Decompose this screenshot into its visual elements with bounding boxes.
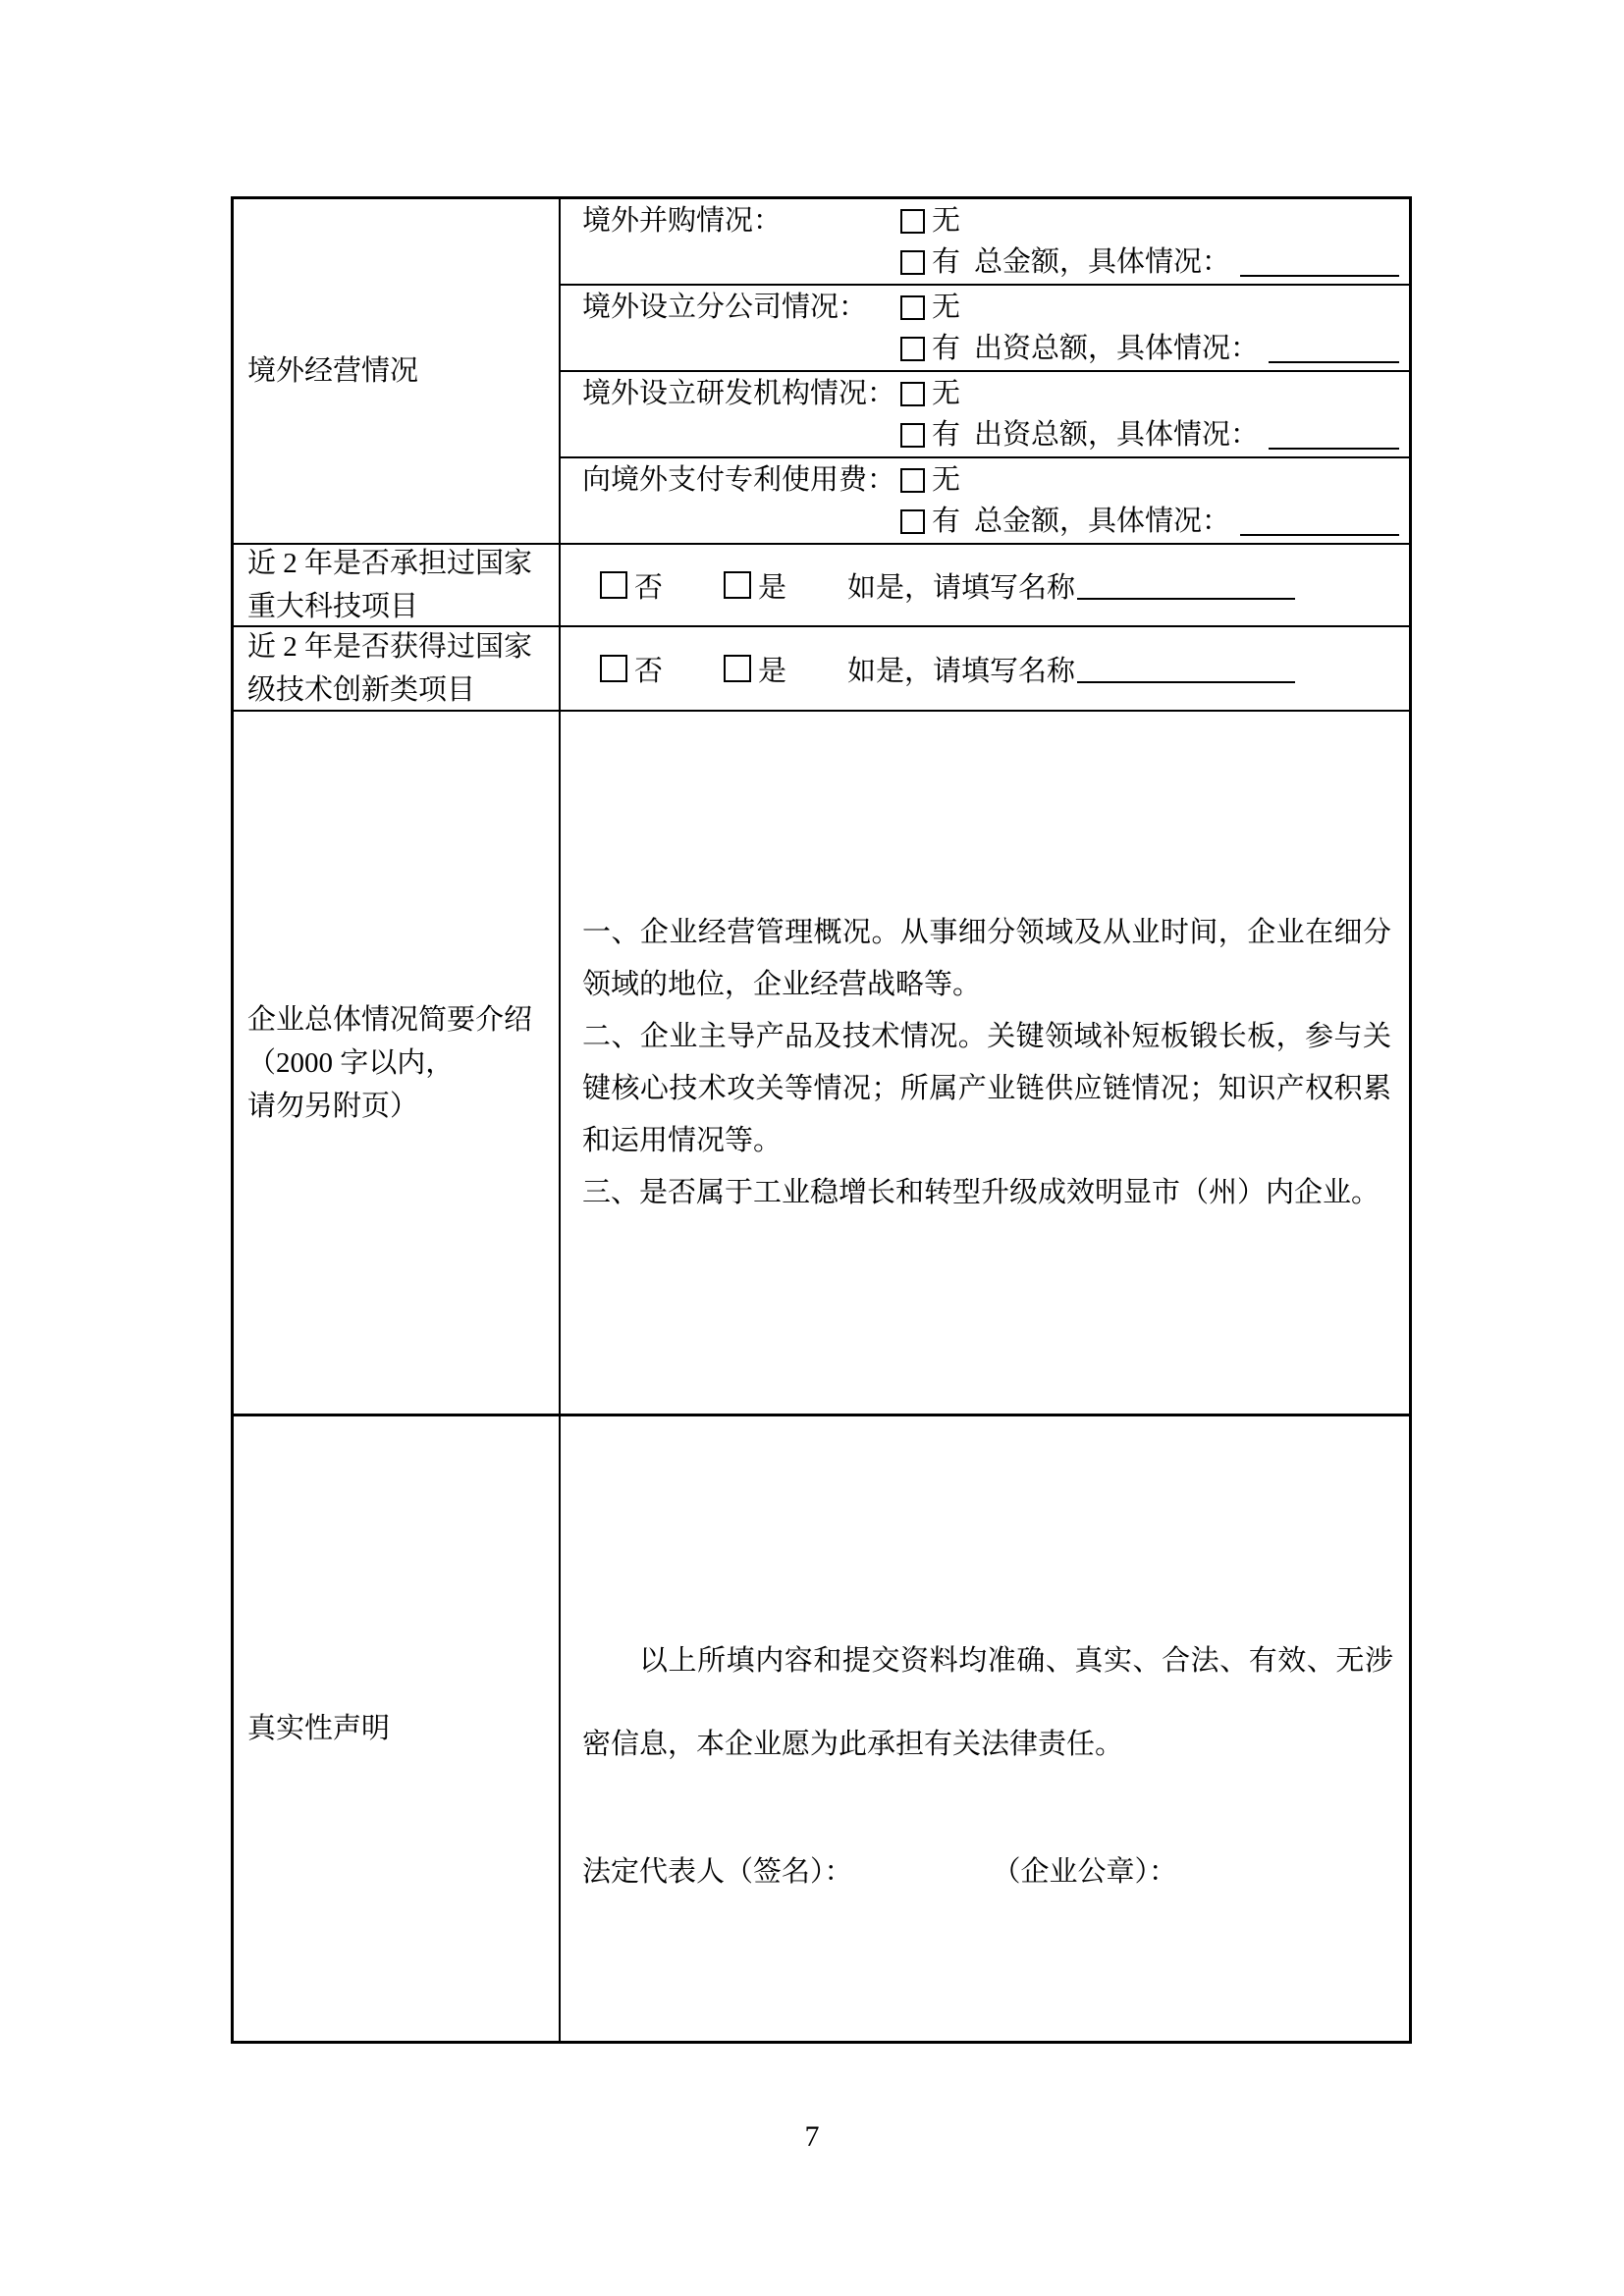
national-innovation-project-label-text: 近 2 年是否获得过国家级技术创新类项目 <box>247 631 533 706</box>
overseas-branch-none-checkbox[interactable] <box>900 295 925 320</box>
overseas-patent-fee-has-line <box>900 501 1409 542</box>
overseas-patent-fee-detail-label: 总金额，具体情况： <box>974 506 1231 537</box>
overseas-section-label <box>234 199 561 543</box>
major-project-followup-label: 如是，请填写名称 <box>847 571 1076 604</box>
overseas-rnd-none-checkbox[interactable] <box>900 382 925 406</box>
company-overview-label-line2: （2000 字以内， <box>247 1046 455 1079</box>
overseas-patent-fee-none-label: 无 <box>932 464 961 496</box>
company-overview-row <box>234 712 1409 1416</box>
major-project-yes-checkbox[interactable] <box>724 571 751 599</box>
overseas-merger-detail-blank[interactable] <box>1240 247 1399 277</box>
overseas-branch-has-checkbox[interactable] <box>900 337 925 361</box>
national-innovation-project-row <box>234 627 1409 712</box>
overseas-merger-has-label: 有 <box>932 246 961 278</box>
company-overview-label-line1: 企业总体情况简要介绍 <box>247 1003 533 1036</box>
page-number: 7 <box>804 2120 820 2153</box>
authenticity-declaration-content <box>561 1416 1409 2041</box>
overseas-branch-detail-label: 出资总额，具体情况： <box>974 333 1260 364</box>
overseas-branch-subrow <box>561 286 1409 372</box>
overseas-section-label-text: 境外经营情况 <box>247 355 419 387</box>
overseas-branch-label: 境外设立分公司情况： <box>582 292 868 323</box>
national-major-project-label-text: 近 2 年是否承担过国家重大科技项目 <box>247 548 533 622</box>
overseas-merger-none-label: 无 <box>932 205 961 237</box>
overseas-rnd-has-label: 有 <box>932 419 961 451</box>
innovation-project-yes-label: 是 <box>758 655 787 687</box>
company-overview-content <box>561 712 1409 1414</box>
national-major-project-options <box>561 545 1409 625</box>
innovation-project-name-blank[interactable] <box>1077 654 1295 683</box>
innovation-project-no-checkbox[interactable] <box>600 655 627 682</box>
overseas-merger-detail-label: 总金额，具体情况： <box>974 246 1231 278</box>
overseas-rnd-label: 境外设立研发机构情况： <box>582 378 896 409</box>
overseas-patent-fee-none-line <box>900 459 1409 501</box>
overseas-branch-none-label: 无 <box>932 292 961 323</box>
overseas-patent-fee-has-checkbox[interactable] <box>900 509 925 534</box>
overseas-branch-has-label: 有 <box>932 333 961 364</box>
overseas-patent-fee-label: 向境外支付专利使用费： <box>582 464 896 496</box>
national-innovation-project-label <box>234 627 561 710</box>
innovation-project-yes-checkbox[interactable] <box>724 655 751 682</box>
overseas-rnd-none-line <box>900 373 1409 414</box>
overview-paragraph-3: 三、是否属于工业稳增长和转型升级成效明显市（州）内企业。 <box>582 1176 1380 1208</box>
overseas-merger-label: 境外并购情况： <box>582 205 783 237</box>
national-major-project-label <box>234 545 561 625</box>
major-project-no-checkbox[interactable] <box>600 571 627 599</box>
declaration-statement: 以上所填内容和提交资料均准确、真实、合法、有效、无涉密信息，本企业愿为此承担有关法律责任。 <box>582 1645 1393 1760</box>
signature-line <box>582 1849 1393 1890</box>
overseas-rnd-subrow <box>561 372 1409 458</box>
overseas-patent-fee-has-label: 有 <box>932 506 961 537</box>
overseas-operations-row <box>234 199 1409 545</box>
overview-paragraph-2: 二、企业主导产品及技术情况。关键领域补短板锻长板，参与关键核心技术攻关等情况；所属产业链供应链情况；知识产权积累和运用情况等。 <box>582 1020 1391 1156</box>
overseas-merger-has-checkbox[interactable] <box>900 250 925 275</box>
overseas-merger-none-checkbox[interactable] <box>900 209 925 234</box>
innovation-project-no-label: 否 <box>634 655 664 687</box>
overseas-patent-fee-subrow <box>561 458 1409 543</box>
authenticity-declaration-label-text: 真实性声明 <box>247 1713 391 1744</box>
company-seal-label: （企业公章）： <box>992 1856 1178 1888</box>
national-major-project-row <box>234 545 1409 627</box>
overseas-merger-subrow <box>561 199 1409 286</box>
major-project-name-blank[interactable] <box>1077 570 1295 600</box>
overseas-rnd-has-checkbox[interactable] <box>900 423 925 448</box>
overseas-rnd-detail-blank[interactable] <box>1269 420 1399 450</box>
overseas-merger-has-line <box>900 241 1409 283</box>
major-project-yes-label: 是 <box>758 571 787 604</box>
national-innovation-project-options <box>561 627 1409 710</box>
overseas-merger-none-line <box>900 200 1409 241</box>
overseas-patent-fee-none-checkbox[interactable] <box>900 468 925 493</box>
overseas-branch-detail-blank[interactable] <box>1269 334 1399 363</box>
overview-paragraph-1: 一、企业经营管理概况。从事细分领域及从业时间，企业在细分领域的地位，企业经营战略等。 <box>582 916 1391 1000</box>
overseas-rnd-has-line <box>900 414 1409 455</box>
company-overview-label-line3: 请勿另附页） <box>247 1090 419 1122</box>
major-project-no-label: 否 <box>634 571 664 604</box>
innovation-project-followup-label: 如是，请填写名称 <box>847 655 1076 687</box>
overseas-rnd-none-label: 无 <box>932 378 961 409</box>
company-overview-label <box>234 712 561 1414</box>
overseas-subrows <box>561 199 1409 543</box>
legal-representative-signature-label: 法定代表人（签名）： <box>582 1856 853 1888</box>
authenticity-declaration-label <box>234 1416 561 2041</box>
authenticity-declaration-row <box>234 1416 1409 2041</box>
overseas-branch-has-line <box>900 328 1409 369</box>
application-form-table <box>231 196 1412 2044</box>
overseas-rnd-detail-label: 出资总额，具体情况： <box>974 419 1260 451</box>
overseas-branch-none-line <box>900 287 1409 328</box>
overseas-patent-fee-detail-blank[interactable] <box>1240 507 1399 536</box>
